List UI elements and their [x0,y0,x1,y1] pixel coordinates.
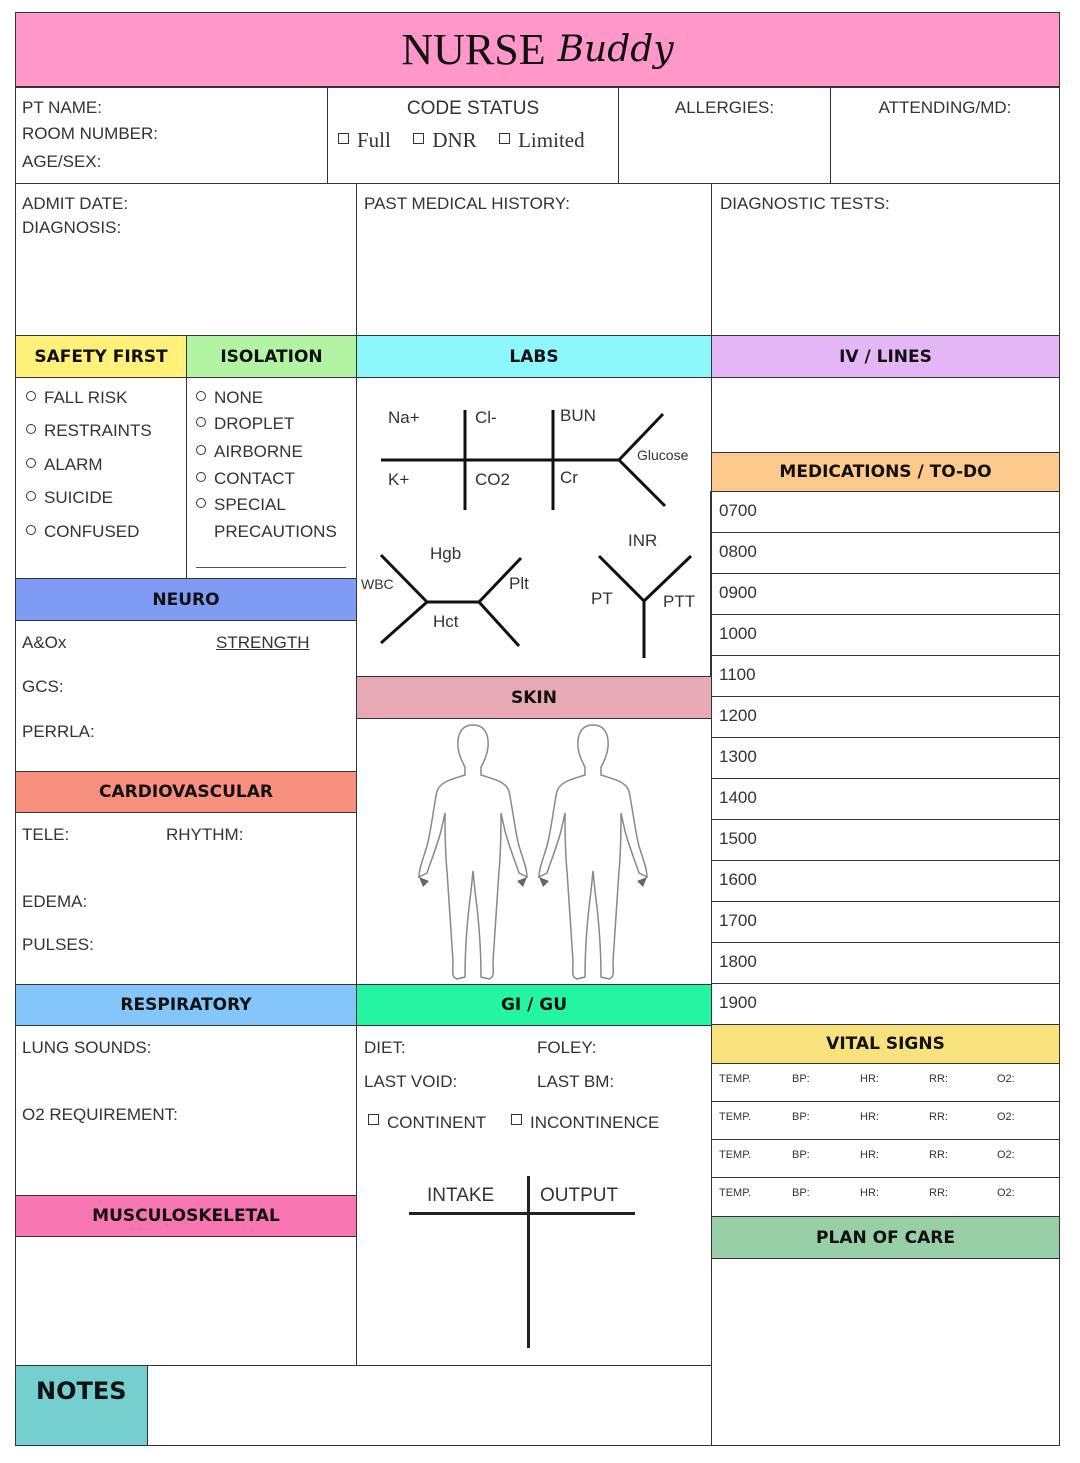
vitals-o2-label: O2: [997,1149,1015,1161]
gi-incontinence-option[interactable] [511,1113,659,1133]
diagnosis-label: DIAGNOSIS: [22,218,122,237]
lab-plt: Plt [509,574,529,593]
radio-icon[interactable] [196,391,206,401]
med-time: 0800 [719,542,757,561]
body-outline-back [533,721,653,983]
isolation-none[interactable] [196,388,263,408]
med-row-1900[interactable] [710,983,1060,1025]
radio-icon[interactable] [26,424,36,434]
checkbox-icon[interactable] [413,133,424,144]
vitals-row-4[interactable] [711,1177,1060,1217]
labs-header: LABS [356,335,712,378]
radio-icon[interactable] [26,458,36,468]
lab-wbc: WBC [361,576,394,592]
vitals-rr-label: RR: [929,1187,948,1199]
gi-header: GI / GU [356,984,712,1026]
plan-header: PLAN OF CARE [711,1216,1060,1259]
vitals-bp-label: BP: [792,1149,810,1161]
med-row-1100[interactable] [710,655,1060,697]
patient-info-box [15,87,328,184]
med-row-0800[interactable] [710,532,1060,574]
title-banner [15,12,1060,87]
resp-box [15,1025,357,1196]
cbc-line-left-down [381,602,427,643]
admit-box [15,183,357,336]
safety-header: SAFETY FIRST [15,335,187,378]
vitals-temp-label: TEMP. [719,1187,752,1199]
med-time: 0700 [719,501,757,520]
notes-title: NOTES [36,1377,127,1405]
cardio-edema-label: EDEMA: [22,892,88,911]
med-row-1200[interactable] [710,696,1060,738]
meds-header: MEDICATIONS / TO-DO [711,452,1060,492]
gi-incontinence-label: INCONTINENCE [530,1113,660,1132]
cardio-rhythm-label: RHYTHM: [166,825,244,844]
gi-diet-label: DIET: [364,1038,406,1057]
vitals-hr-label: HR: [860,1073,879,1085]
vitals-o2-label: O2: [997,1073,1015,1085]
med-time: 0900 [719,583,757,602]
vitals-bp-label: BP: [792,1187,810,1199]
lab-co2: CO2 [475,470,510,489]
vitals-header: VITAL SIGNS [711,1024,1060,1064]
isolation-write-line [196,567,346,568]
isolation-header: ISOLATION [186,335,357,378]
med-row-0900[interactable] [710,573,1060,615]
isolation-item-label: CONTACT [214,469,295,488]
allergies-label: ALLERGIES: [674,98,775,117]
title-main: NURSE [401,25,546,74]
attending-box [830,87,1060,184]
io-horizontal-line [409,1212,635,1215]
vitals-rr-label: RR: [929,1111,948,1123]
safety-confused[interactable] [26,522,139,542]
code-status-label: CODE STATUS [406,98,540,119]
safety-item-label: SUICIDE [44,488,113,507]
gi-last-bm-label: LAST BM: [537,1072,615,1091]
neuro-aox-label: A&Ox [22,633,67,652]
io-vertical-line [527,1176,530,1348]
gi-last-void-label: LAST VOID: [364,1072,458,1091]
allergies-box [618,87,831,184]
resp-header: RESPIRATORY [15,984,357,1026]
neuro-perrla-label: PERRLA: [22,722,95,741]
vitals-hr-label: HR: [860,1111,879,1123]
safety-item-label: RESTRAINTS [44,421,152,440]
attending-label: ATTENDING/MD: [878,98,1012,117]
age-sex-label: AGE/SEX: [22,152,102,171]
med-time: 1000 [719,624,757,643]
isolation-item-label: NONE [214,388,264,407]
safety-item-label: CONFUSED [44,522,140,541]
gi-foley-label: FOLEY: [537,1038,597,1057]
gi-box [356,1025,712,1366]
cardio-pulses-label: PULSES: [22,935,94,954]
radio-icon[interactable] [196,445,206,455]
lab-bun: BUN [560,406,596,425]
resp-o2-label: O2 REQUIREMENT: [22,1105,178,1124]
vitals-o2-label: O2: [997,1187,1015,1199]
vitals-temp-label: TEMP. [719,1073,752,1085]
code-dnr-option[interactable] [413,128,476,152]
skin-box [356,718,712,985]
skin-header: SKIN [356,676,712,719]
checkbox-icon[interactable] [511,1114,522,1125]
code-limited-option[interactable] [499,128,585,152]
isolation-box [186,377,357,579]
iv-box [711,377,1060,453]
cardio-box [15,812,357,985]
med-row-0700[interactable] [710,491,1060,533]
neuro-box [15,620,357,772]
vitals-rr-label: RR: [929,1149,948,1161]
lab-pt: PT [591,589,613,608]
gi-continent-label: CONTINENT [387,1113,487,1132]
pmh-label: PAST MEDICAL HISTORY: [364,194,570,213]
lab-cl: Cl- [475,408,497,427]
isolation-special[interactable] [196,495,286,515]
med-time: 1400 [719,788,757,807]
vitals-o2-label: O2: [997,1111,1015,1123]
safety-item-label: FALL RISK [44,388,128,407]
notes-title-block [15,1365,148,1446]
msk-box[interactable] [15,1236,357,1366]
lab-k: K+ [388,470,410,489]
isolation-item-label: AIRBORNE [214,442,303,461]
vitals-row-1[interactable] [711,1063,1060,1102]
isolation-precautions-label: PRECAUTIONS [214,522,337,541]
checkbox-icon[interactable] [499,133,510,144]
code-full-label: Full [357,128,391,152]
code-full-option[interactable] [338,128,391,152]
med-time: 1500 [719,829,757,848]
med-time: 1100 [719,665,756,684]
safety-suicide[interactable] [26,488,113,508]
med-row-1400[interactable] [710,778,1060,820]
lab-cr: Cr [560,468,578,487]
radio-icon[interactable] [26,391,36,401]
diagnostic-label: DIAGNOSTIC TESTS: [720,194,890,213]
gi-continent-option[interactable] [368,1113,486,1133]
admit-date-label: ADMIT DATE: [22,194,129,213]
checkbox-icon[interactable] [338,133,349,144]
vitals-rr-label: RR: [929,1073,948,1085]
lab-hct: Hct [433,612,459,631]
iv-header: IV / LINES [711,335,1060,378]
med-row-1700[interactable] [710,901,1060,943]
isolation-airborne[interactable] [196,442,303,462]
msk-header: MUSCULOSKELETAL [15,1195,357,1237]
med-time: 1700 [719,911,757,930]
med-time: 1200 [719,706,757,725]
cbc-line-right-down [479,602,519,646]
bmp-glucose-lower [619,460,665,506]
med-row-1500[interactable] [710,819,1060,861]
gi-output-label: OUTPUT [540,1185,619,1206]
med-time: 1900 [719,993,757,1012]
isolation-item-label: DROPLET [214,414,295,433]
checkbox-icon[interactable] [368,1114,379,1125]
body-outline-front [413,721,533,983]
lab-inr: INR [628,531,658,550]
vitals-hr-label: HR: [860,1187,879,1199]
title-script: Buddy [557,29,674,70]
vitals-temp-label: TEMP. [719,1111,752,1123]
safety-item-label: ALARM [44,455,103,474]
radio-icon[interactable] [26,491,36,501]
med-row-1300[interactable] [710,737,1060,779]
code-status-box [327,87,619,184]
isolation-droplet[interactable] [196,414,294,434]
lab-hgb: Hgb [430,544,462,563]
cardio-header: CARDIOVASCULAR [15,771,357,813]
radio-icon[interactable] [196,498,206,508]
pt-name-label: PT NAME: [22,98,102,117]
resp-lung-sounds-label: LUNG SOUNDS: [22,1038,152,1057]
cardio-tele-label: TELE: [22,825,70,844]
labs-box [356,377,712,677]
radio-icon[interactable] [26,525,36,535]
neuro-strength-label: STRENGTH [216,633,310,652]
med-row-1800[interactable] [710,942,1060,984]
lab-na: Na+ [388,408,420,427]
safety-alarm[interactable] [26,455,103,475]
vitals-hr-label: HR: [860,1149,879,1161]
neuro-gcs-label: GCS: [22,677,64,696]
diagnostic-box [711,183,1060,336]
lab-glucose: Glucose [637,447,689,463]
med-row-1000[interactable] [710,614,1060,656]
vitals-bp-label: BP: [792,1111,810,1123]
gi-intake-label: INTAKE [427,1185,495,1206]
radio-icon[interactable] [196,417,206,427]
code-status-options [338,128,618,153]
med-time: 1600 [719,870,757,889]
radio-icon[interactable] [196,472,206,482]
isolation-item-label: SPECIAL [214,495,286,514]
vitals-row-3[interactable] [711,1139,1060,1178]
pmh-box [356,183,712,336]
med-time: 1800 [719,952,757,971]
safety-restraints[interactable] [26,421,152,441]
safety-box [15,377,187,579]
vitals-row-2[interactable] [711,1101,1060,1140]
neuro-header: NEURO [15,578,357,621]
room-number-label: ROOM NUMBER: [22,124,158,143]
vitals-bp-label: BP: [792,1073,810,1085]
lab-ptt: PTT [663,592,696,611]
code-limited-label: Limited [518,128,585,152]
safety-fall-risk[interactable] [26,388,127,408]
code-dnr-label: DNR [432,128,477,152]
med-row-1600[interactable] [710,860,1060,902]
plan-box[interactable] [711,1258,1060,1446]
vitals-temp-label: TEMP. [719,1149,752,1161]
med-time: 1300 [719,747,757,766]
isolation-contact[interactable] [196,469,295,489]
